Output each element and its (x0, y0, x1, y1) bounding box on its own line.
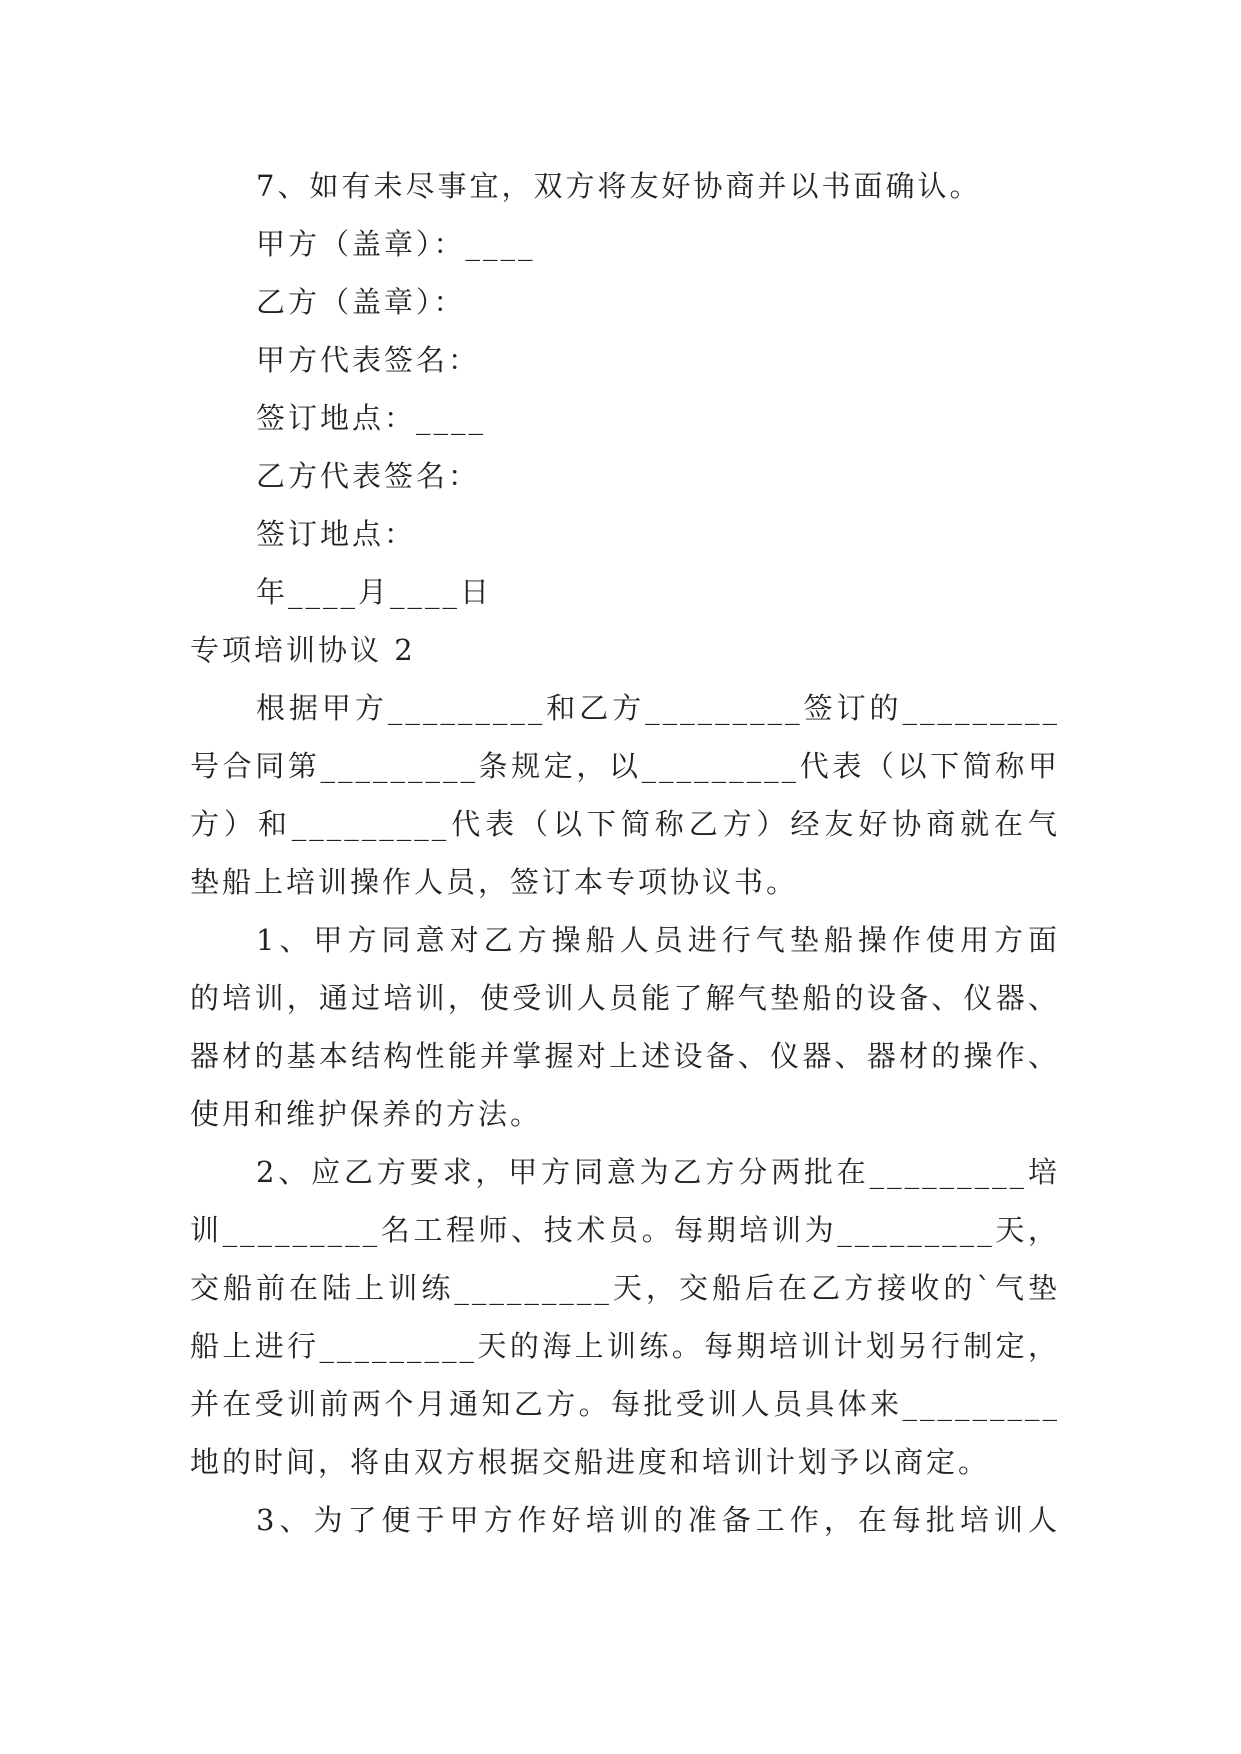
paragraph-line: 1、甲方同意对乙方操船人员进行气垫船操作使用方面 (256, 923, 1060, 957)
paragraph-line: 垫船上培训操作人员，签订本专项协议书。 (190, 865, 799, 899)
paragraph-line: 的培训，通过培训，使受训人员能了解气垫船的设备、仪器、 (190, 981, 1060, 1015)
party-a-seal-label: 甲方（盖章）：____ (256, 227, 536, 261)
paragraph-line: 方）和_________代表（以下简称乙方）经友好协商就在气 (190, 807, 1060, 841)
paragraph-line: 船上进行_________天的海上训练。每期培训计划另行制定， (190, 1329, 1060, 1363)
paragraph-line: 2、应乙方要求，甲方同意为乙方分两批在_________培 (256, 1155, 1060, 1189)
section-title: 专项培训协议 2 (190, 633, 416, 667)
paragraph-line: 训_________名工程师、技术员。每期培训为_________天， (190, 1213, 1060, 1247)
signing-place-label: 签订地点： (256, 517, 417, 551)
paragraph-line: 地的时间，将由双方根据交船进度和培训计划予以商定。 (190, 1445, 991, 1479)
signing-place-label: 签订地点：____ (256, 401, 487, 435)
date-line: 年____月____日 (256, 575, 493, 609)
paragraph-line: 3、为了便于甲方作好培训的准备工作，在每批培训人 (256, 1503, 1060, 1537)
party-b-signature-label: 乙方代表签名： (256, 459, 481, 493)
paragraph-line: 交船前在陆上训练_________天，交船后在乙方接收的`气垫 (190, 1271, 1060, 1305)
clause-7: 7、如有未尽事宜，双方将友好协商并以书面确认。 (256, 169, 982, 203)
party-a-signature-label: 甲方代表签名： (256, 343, 481, 377)
paragraph-line: 器材的基本结构性能并掌握对上述设备、仪器、器材的操作、 (190, 1039, 1060, 1073)
paragraph-line: 使用和维护保养的方法。 (190, 1097, 543, 1131)
party-b-seal-label: 乙方（盖章）： (256, 285, 466, 319)
paragraph-line: 并在受训前两个月通知乙方。每批受训人员具体来_________ (190, 1387, 1060, 1421)
paragraph-line: 号合同第_________条规定，以_________代表（以下简称甲 (190, 749, 1060, 783)
paragraph-line: 根据甲方_________和乙方_________签订的_________ (256, 691, 1060, 725)
